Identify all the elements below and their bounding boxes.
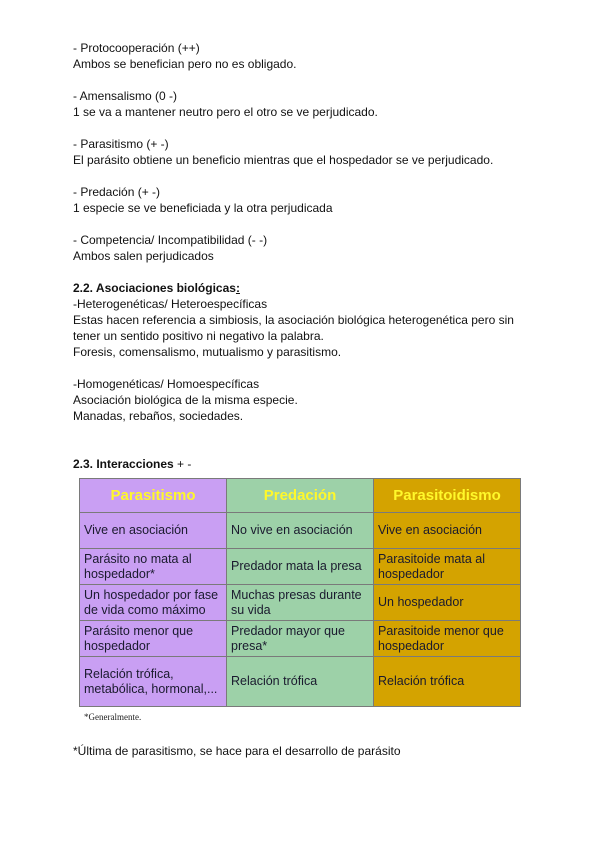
document-body bbox=[73, 40, 543, 472]
interaction-desc: El parásito obtiene un beneficio mientras que el hospedador se ve perjudicado. bbox=[73, 153, 494, 167]
interaction-item bbox=[73, 40, 543, 72]
homo-desc: Asociación biológica de la misma especie. bbox=[73, 393, 298, 407]
interaction-title: - Competencia/ Incompatibilidad (- -) bbox=[73, 233, 268, 247]
header-parasitismo: Parasitismo bbox=[80, 479, 227, 513]
table-header-row bbox=[80, 479, 521, 513]
table-cell: Predador mata la presa bbox=[227, 549, 374, 585]
interaction-title: - Parasitismo (+ -) bbox=[73, 137, 169, 151]
table-cell: No vive en asociación bbox=[227, 513, 374, 549]
header-predacion: Predación bbox=[227, 479, 374, 513]
interaction-title: - Amensalismo (0 -) bbox=[73, 89, 178, 103]
comparison-table bbox=[79, 478, 521, 707]
table-cell: Un hospedador por fase de vida como máximo bbox=[80, 585, 227, 621]
interaction-item bbox=[73, 232, 543, 264]
homo-examples: Manadas, rebaños, sociedades. bbox=[73, 409, 244, 423]
table-row bbox=[80, 657, 521, 707]
interaction-item bbox=[73, 136, 543, 168]
section-heading-asociaciones: 2.2. Asociaciones biológicas: bbox=[73, 281, 240, 295]
table-row bbox=[80, 621, 521, 657]
table-cell: Relación trófica, metabólica, hormonal,... bbox=[80, 657, 227, 707]
homo-title: -Homogenéticas/ Homoespecíficas bbox=[73, 377, 260, 391]
interaction-title: - Protocooperación (++) bbox=[73, 41, 200, 55]
table-cell: Predador mayor que presa* bbox=[227, 621, 374, 657]
interaction-desc: Ambos se benefician pero no es obligado. bbox=[73, 57, 297, 71]
hetero-title: -Heterogenéticas/ Heteroespecíficas bbox=[73, 297, 268, 311]
hetero-examples: Foresis, comensalismo, mutualismo y parasitismo. bbox=[73, 345, 342, 359]
table-cell: Relación trófica bbox=[227, 657, 374, 707]
interaction-title: - Predación (+ -) bbox=[73, 185, 161, 199]
table-row bbox=[80, 513, 521, 549]
interaction-item bbox=[73, 184, 543, 216]
interaction-desc: 1 se va a mantener neutro pero el otro se ve perjudicado. bbox=[73, 105, 378, 119]
table-row bbox=[80, 585, 521, 621]
table-cell: Parasitoide menor que hospedador bbox=[374, 621, 521, 657]
table-cell: Vive en asociación bbox=[374, 513, 521, 549]
table-cell: Muchas presas durante su vida bbox=[227, 585, 374, 621]
table-footnote: *Generalmente. bbox=[84, 712, 142, 722]
interaction-desc: 1 especie se ve beneficiada y la otra perjudicada bbox=[73, 201, 333, 215]
table-cell: Parásito menor que hospedador bbox=[80, 621, 227, 657]
table-cell: Relación trófica bbox=[374, 657, 521, 707]
hetero-desc: Estas hacen referencia a simbiosis, la asociación biológica heterogenética pero sin tener un sentido positivo ni negativo la palabra. bbox=[73, 313, 514, 343]
section-heading-interacciones: 2.3. Interacciones + - bbox=[73, 457, 192, 471]
final-note: *Última de parasitismo, se hace para el desarrollo de parásito bbox=[73, 744, 401, 758]
interaction-item bbox=[73, 88, 543, 120]
table-cell: Parasitoide mata al hospedador bbox=[374, 549, 521, 585]
header-parasitoidismo: Parasitoidismo bbox=[374, 479, 521, 513]
table-cell: Vive en asociación bbox=[80, 513, 227, 549]
table-cell: Un hospedador bbox=[374, 585, 521, 621]
interaction-desc: Ambos salen perjudicados bbox=[73, 249, 214, 263]
table-row bbox=[80, 549, 521, 585]
table-cell: Parásito no mata al hospedador* bbox=[80, 549, 227, 585]
